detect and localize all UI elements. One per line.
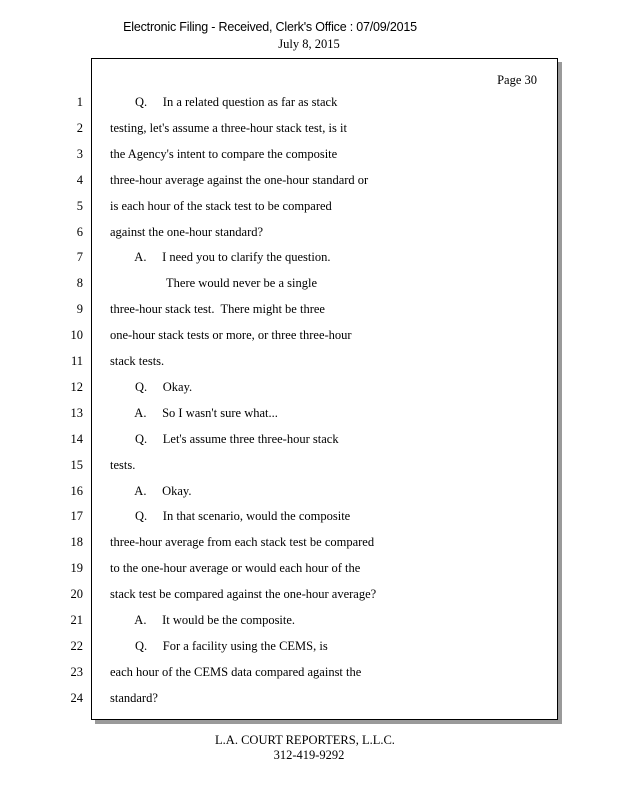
transcript-line: tests. <box>110 458 136 472</box>
line-number: 16 <box>70 484 83 498</box>
transcript-line: each hour of the CEMS data compared against the <box>110 665 362 679</box>
line-number: 19 <box>70 561 83 575</box>
line-number: 17 <box>70 509 83 523</box>
line-number: 5 <box>76 199 83 213</box>
line-number: 21 <box>70 613 83 627</box>
line-number: 11 <box>70 354 83 368</box>
transcript-line: to the one-hour average or would each hour of the <box>110 561 361 575</box>
transcript-line: three-hour stack test. There might be three <box>110 302 325 316</box>
line-number: 13 <box>70 406 83 420</box>
line-number: 18 <box>70 535 83 549</box>
line-number: 10 <box>70 328 83 342</box>
transcript-line: the Agency's intent to compare the composite <box>110 147 338 161</box>
transcript-line: Q. In a related question as far as stack <box>110 95 338 109</box>
transcript-line: A. It would be the composite. <box>110 613 296 627</box>
line-number: 1 <box>76 95 83 109</box>
line-number: 14 <box>70 432 83 446</box>
line-number: 24 <box>70 691 83 705</box>
transcript-line: There would never be a single <box>110 276 318 290</box>
transcript-line: stack test be compared against the one-hour average? <box>110 587 377 601</box>
transcript-line: A. So I wasn't sure what... <box>110 406 278 420</box>
line-number: 4 <box>76 173 83 187</box>
line-number: 22 <box>70 639 83 653</box>
line-number: 7 <box>76 250 83 264</box>
transcript-line: A. I need you to clarify the question. <box>110 250 331 264</box>
transcript-line: Q. Okay. <box>110 380 193 394</box>
transcript-line: testing, let's assume a three-hour stack test, is it <box>110 121 347 135</box>
filing-stamp: Electronic Filing - Received, Clerk's Office : 07/09/2015 <box>123 20 417 34</box>
transcript-line: standard? <box>110 691 158 705</box>
line-number: 23 <box>70 665 83 679</box>
line-number: 2 <box>76 121 83 135</box>
transcript-line: against the one-hour standard? <box>110 225 264 239</box>
page-number: Page 30 <box>497 73 537 87</box>
reporter-company: L.A. COURT REPORTERS, L.L.C. <box>215 733 395 747</box>
line-number: 8 <box>76 276 83 290</box>
line-number: 15 <box>70 458 83 472</box>
transcript-line: Q. For a facility using the CEMS, is <box>110 639 328 653</box>
line-number: 12 <box>70 380 83 394</box>
line-number: 3 <box>76 147 83 161</box>
line-number: 9 <box>76 302 83 316</box>
transcript-line: Q. In that scenario, would the composite <box>110 509 351 523</box>
transcript-line: A. Okay. <box>110 484 192 498</box>
reporter-phone: 312-419-9292 <box>273 748 345 762</box>
line-number: 20 <box>70 587 83 601</box>
transcript-line: is each hour of the stack test to be compared <box>110 199 332 213</box>
line-number: 6 <box>76 225 83 239</box>
transcript-line: three-hour average from each stack test be compared <box>110 535 375 549</box>
transcript-line: stack tests. <box>110 354 165 368</box>
transcript-line: Q. Let's assume three three-hour stack <box>110 432 339 446</box>
transcript-line: three-hour average against the one-hour standard or <box>110 173 369 187</box>
transcript-date: July 8, 2015 <box>278 37 340 51</box>
transcript-line: one-hour stack tests or more, or three three-hour <box>110 328 352 342</box>
